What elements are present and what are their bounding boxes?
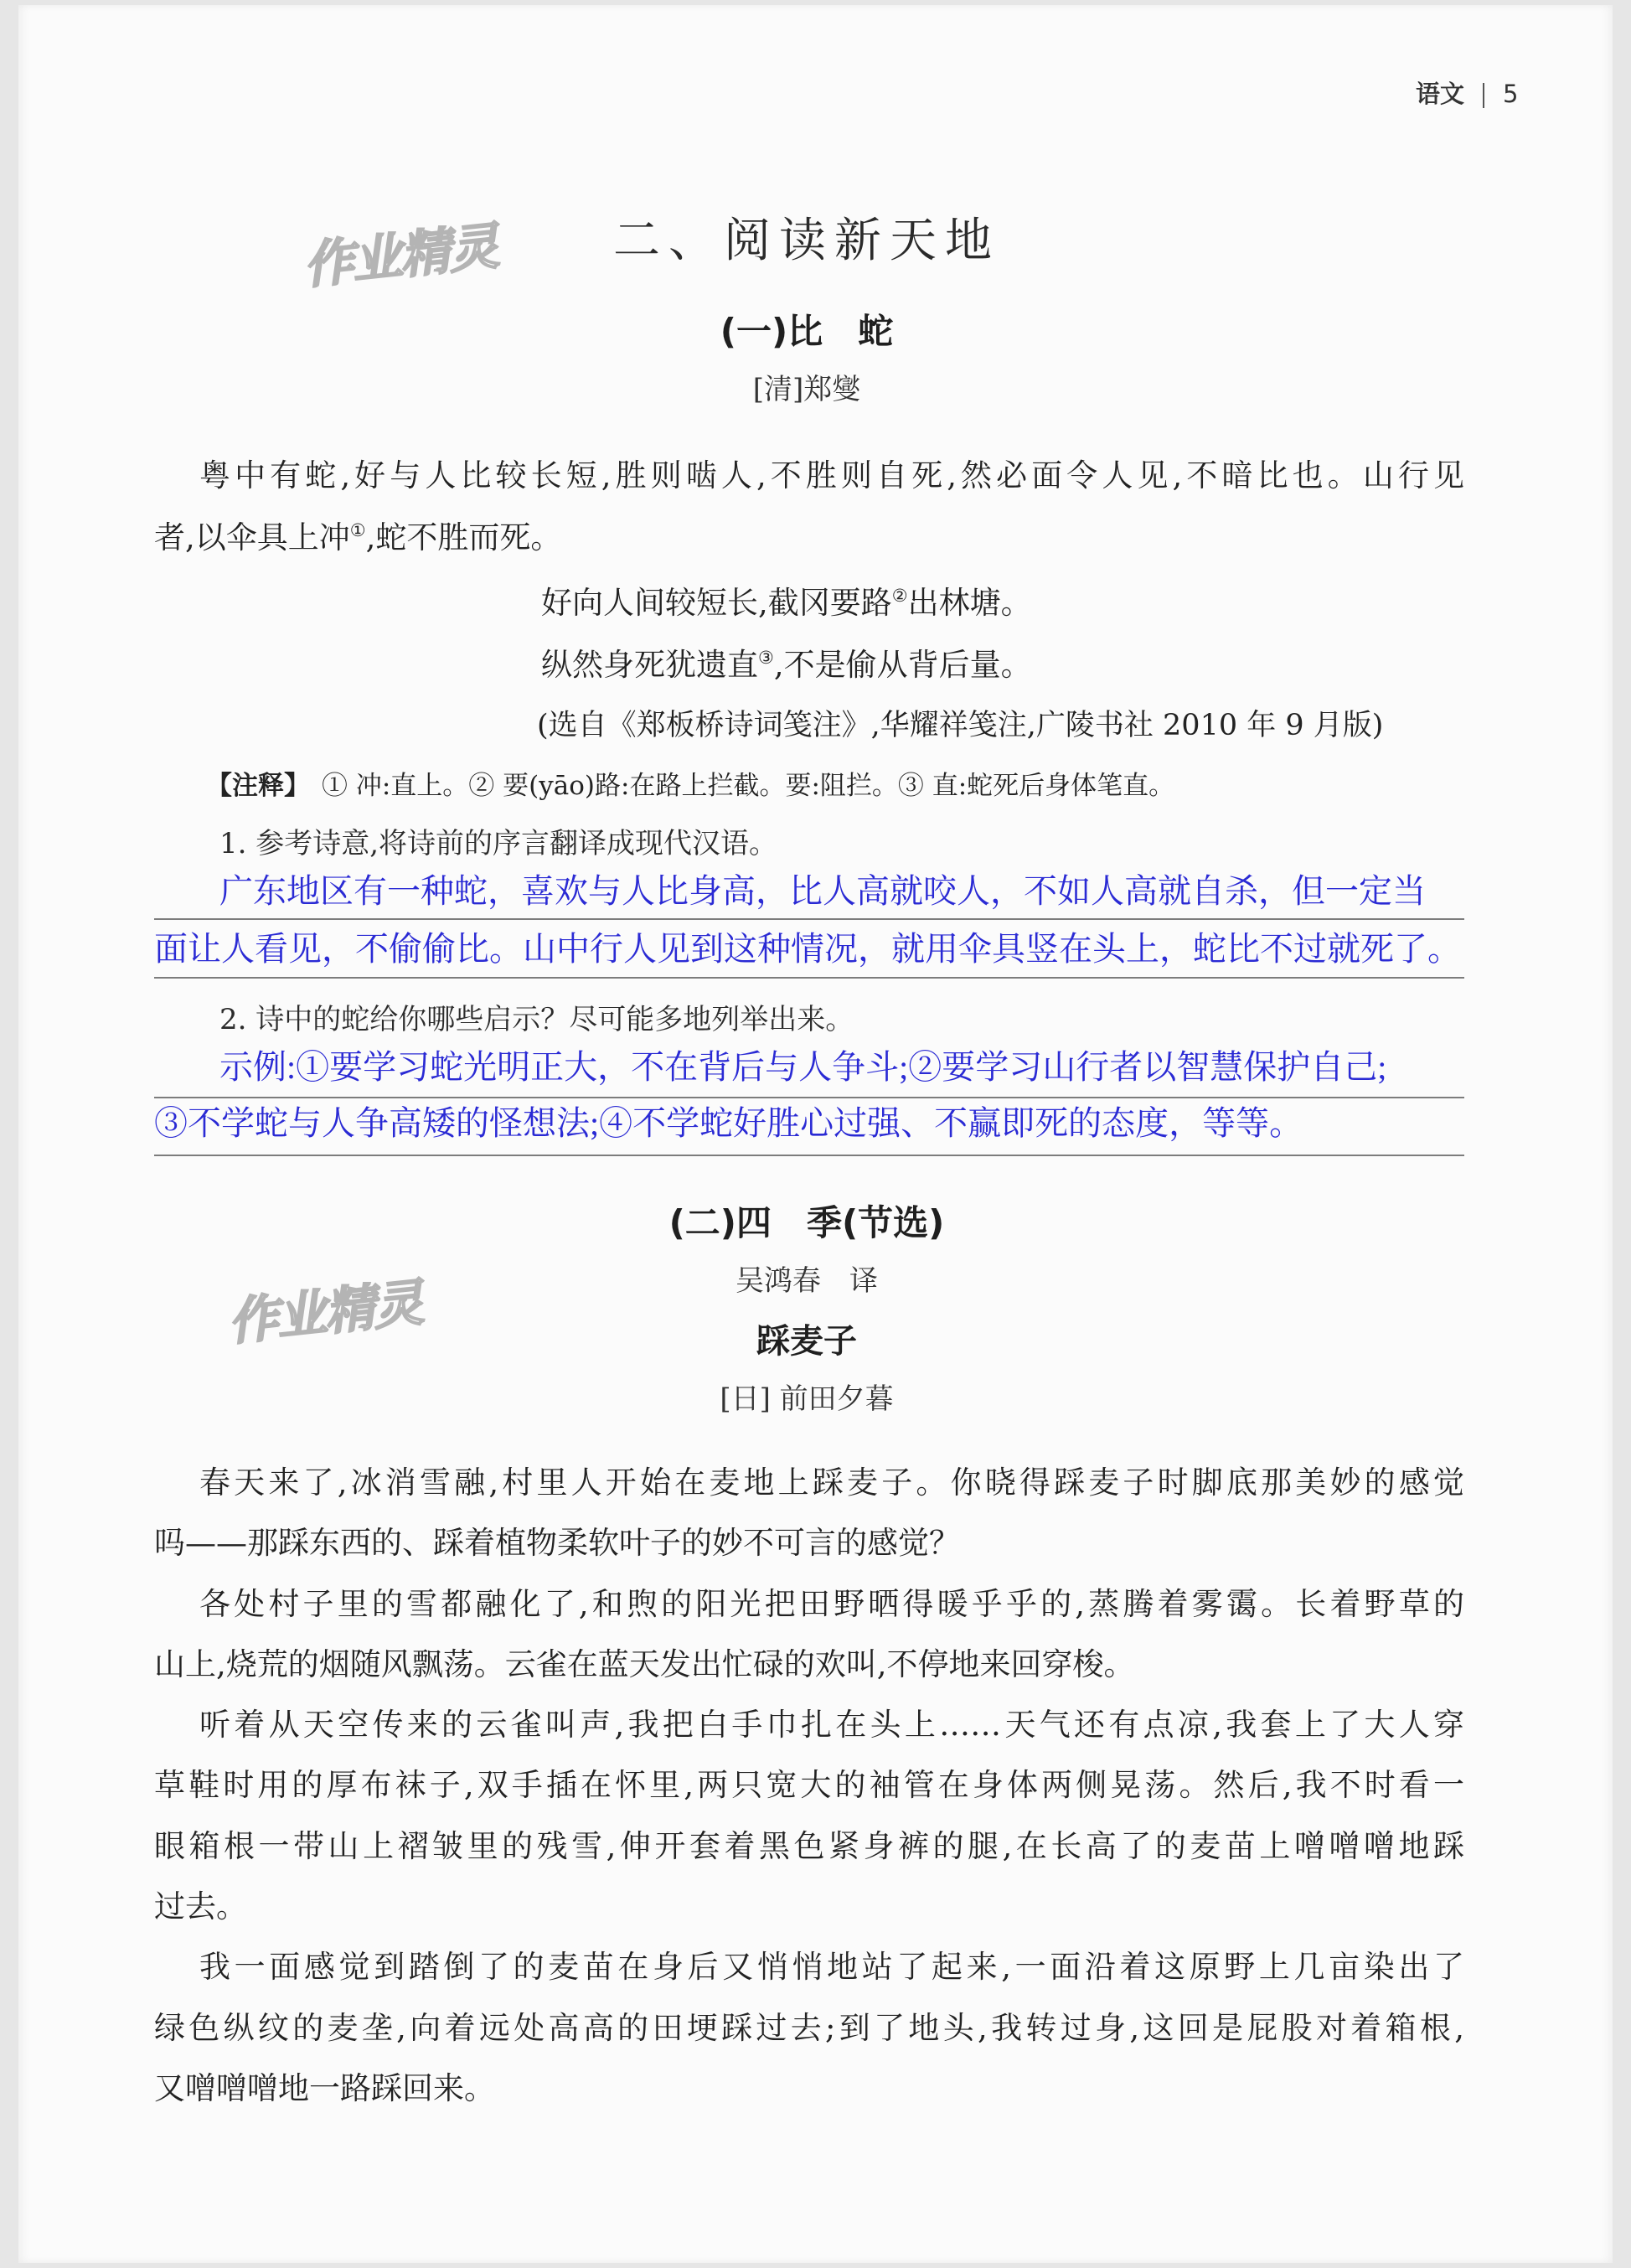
paragraph-2-line: 各处村子里的雪都融化了,和煦的阳光把田野晒得暖乎乎的,蒸腾着雾霭。长着野草的 bbox=[199, 1585, 1464, 1622]
question-2-answer-line: 示例:①要学习蛇光明正大，不在背后与人争斗;②要学习山行者以智慧保护自己; bbox=[219, 1048, 1387, 1086]
preface-line-2 bbox=[154, 513, 1464, 563]
part2-author: [日] 前田夕暮 bbox=[720, 1382, 894, 1416]
preface-text: ,蛇不胜而死。 bbox=[365, 519, 562, 555]
part1-heading: (一)比 蛇 bbox=[720, 311, 894, 352]
footnote-marker: ② bbox=[891, 586, 908, 606]
essay-body bbox=[154, 1453, 1464, 2119]
answer-rule bbox=[154, 1155, 1464, 1156]
paragraph-4-line: 我一面感觉到踏倒了的麦苗在身后又悄悄地站了起来,一面沿着这原野上几亩染出了 bbox=[199, 1949, 1464, 1986]
paragraph-1-line: 吗——那踩东西的、踩着植物柔软叶子的妙不可言的感觉？ bbox=[154, 1525, 960, 1562]
paragraph-3-line: 听着从天空传来的云雀叫声,我把白手巾扎在头上……天气还有点凉,我套上了大人穿 bbox=[199, 1707, 1464, 1744]
question-1-answer-line: 广东地区有一种蛇，喜欢与人比身高，比人高就咬人，不如人高就自杀，但一定当 bbox=[219, 872, 1426, 910]
poem-text: 出林塘。 bbox=[907, 585, 1032, 621]
part2-heading: (二)四 季(节选) bbox=[668, 1202, 945, 1243]
preface-text: 者,以伞具上冲 bbox=[154, 519, 350, 555]
answer-rule bbox=[154, 918, 1464, 920]
paragraph-3-line: 草鞋时用的厚布袜子,双手插在怀里,两只宽大的袖管在身体两侧晃荡。然后,我不时看一 bbox=[154, 1767, 1464, 1804]
section-title: 二、阅读新天地 bbox=[613, 214, 1000, 268]
annotations-text: ① 冲:直上。② 要(yāo)路:在路上拦截。要:阻拦。③ 直:蛇死后身体笔直。 bbox=[322, 771, 1175, 801]
preface-line-1: 粤中有蛇,好与人比较长短,胜则啮人,不胜则自死,然必面令人见,不暗比也。山行见 bbox=[199, 457, 1464, 493]
part2-subtitle: 踩麦子 bbox=[756, 1322, 857, 1361]
question-2-answer-line: ③不学蛇与人争高矮的怪想法;④不学蛇好胜心过强、不赢即死的态度，等等。 bbox=[154, 1104, 1303, 1142]
paragraph-1-line: 春天来了,冰消雪融,村里人开始在麦地上踩麦子。你晓得踩麦子时脚底那美妙的感觉 bbox=[199, 1465, 1464, 1501]
poem-source: (选自《郑板桥诗词笺注》,华耀祥笺注,广陵书社 2010 年 9 月版) bbox=[537, 709, 1384, 742]
question-2-prompt: 2. 诗中的蛇给你哪些启示？尽可能多地列举出来。 bbox=[219, 1003, 854, 1036]
poem-line-2 bbox=[541, 640, 1463, 690]
footnote-marker: ① bbox=[349, 520, 366, 540]
paragraph-3-line: 眼箱根一带山上褶皱里的残雪,伸开套着黑色紧身裤的腿,在长高了的麦苗上噌噌噌地踩 bbox=[154, 1827, 1464, 1864]
watermark-logo: 作业精灵 bbox=[225, 1273, 426, 1352]
running-header bbox=[1416, 77, 1518, 111]
subject-label: 语文 bbox=[1416, 80, 1465, 108]
poem-text: ,不是偷从背后量。 bbox=[773, 647, 1032, 683]
paragraph-3-line: 过去。 bbox=[154, 1888, 247, 1925]
page-number: 5 bbox=[1503, 80, 1519, 108]
poem-text: 好向人间较短长,截冈要路 bbox=[541, 585, 892, 621]
paragraph-4-line: 又噌噌噌地一路踩回来。 bbox=[154, 2069, 495, 2106]
annotations-label: 【注释】 bbox=[206, 771, 310, 801]
part1-author: [清]郑燮 bbox=[752, 373, 861, 406]
question-1-answer-line: 面让人看见，不偷偷比。山中行人见到这种情况，就用伞具竖在头上，蛇比不过就死了。 bbox=[154, 930, 1461, 968]
header-divider bbox=[1483, 83, 1484, 108]
answer-rule bbox=[154, 977, 1464, 979]
footnote-marker: ③ bbox=[758, 648, 774, 668]
poem-text: 纵然身死犹遗直 bbox=[541, 647, 758, 683]
question-1-prompt: 1. 参考诗意,将诗前的序言翻译成现代汉语。 bbox=[219, 827, 778, 860]
watermark-logo: 作业精灵 bbox=[300, 217, 501, 296]
paragraph-2-line: 山上,烧荒的烟随风飘荡。云雀在蓝天发出忙碌的欢叫,不停地来回穿梭。 bbox=[154, 1645, 1135, 1682]
annotations bbox=[206, 761, 1546, 811]
poem-line-1 bbox=[541, 578, 1463, 628]
paragraph-4-line: 绿色纵纹的麦垄,向着远处高高的田埂踩过去;到了地头,我转过身,这回是屁股对着箱根, bbox=[154, 2009, 1464, 2046]
part2-translator: 吴鸿春 译 bbox=[735, 1264, 878, 1298]
